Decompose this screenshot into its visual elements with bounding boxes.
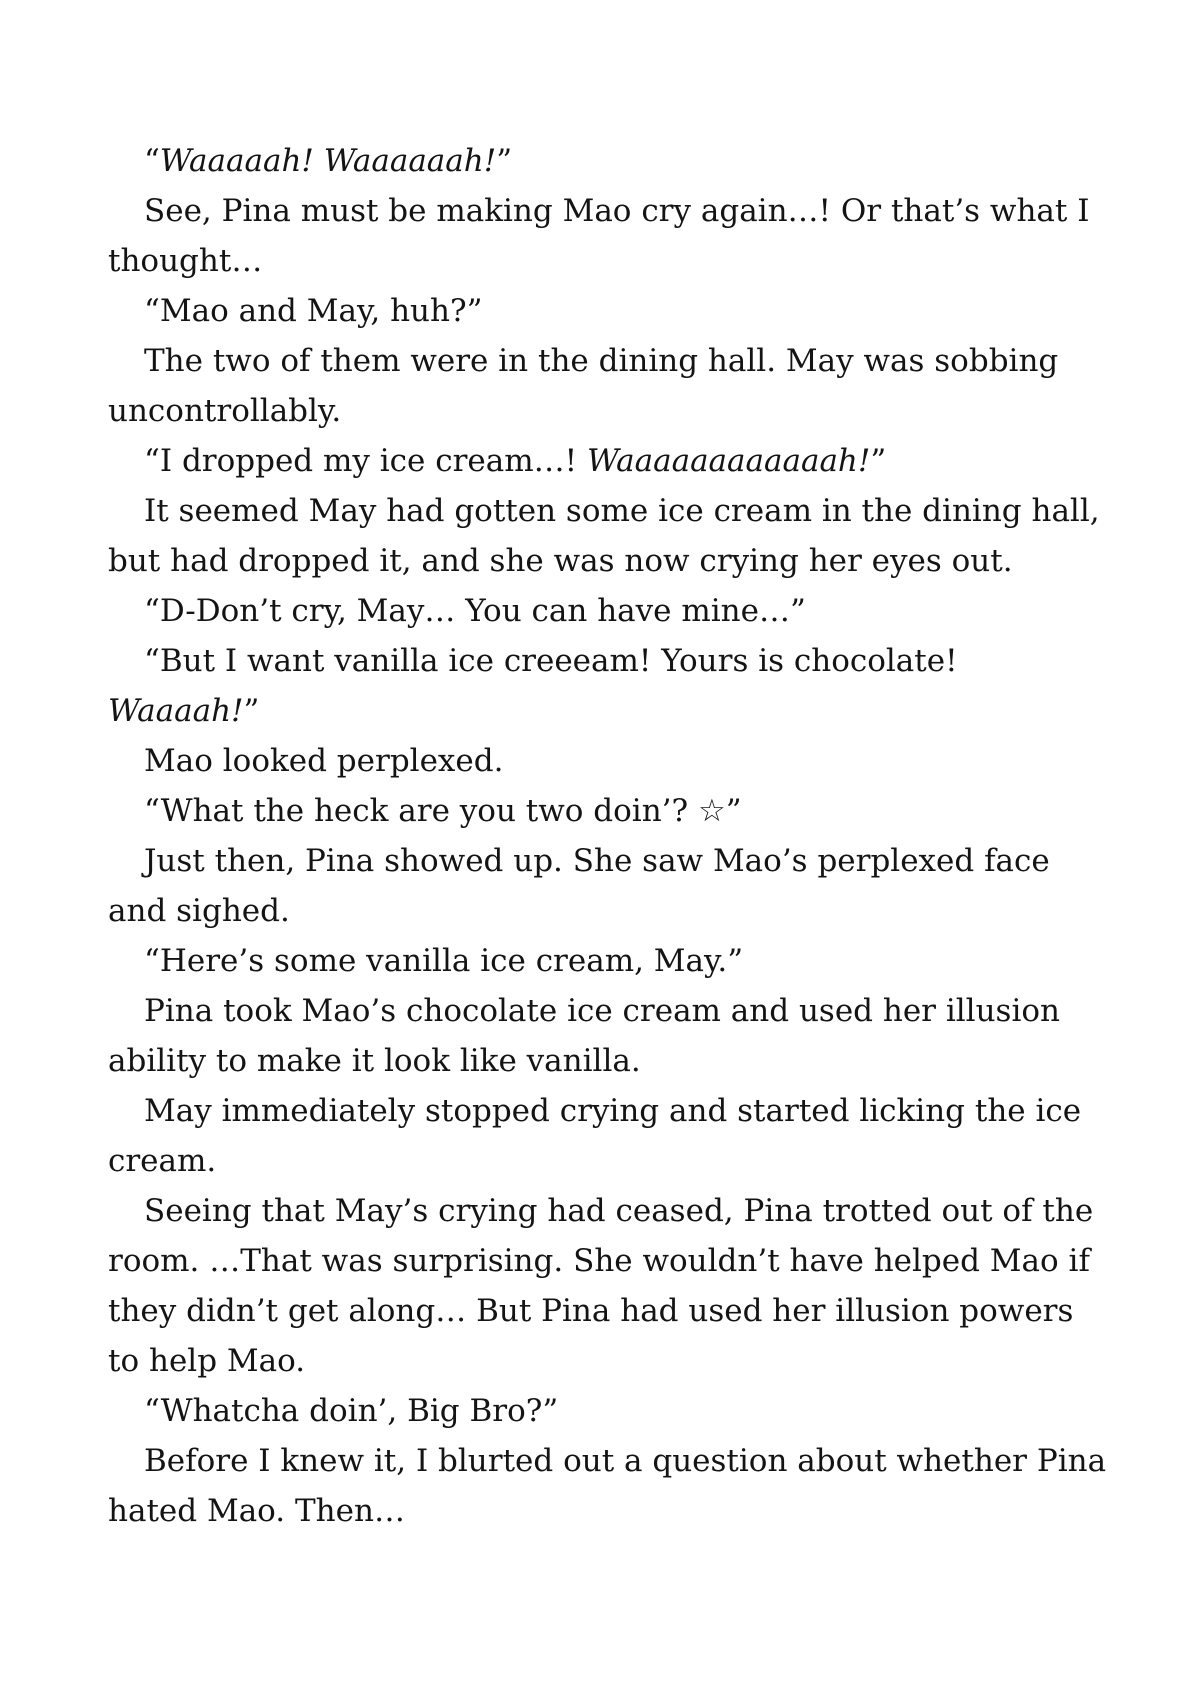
paragraph (108, 1386, 1108, 1436)
text-run: Before I knew it, I blurted out a question about whether Pina hated Mao. Then… (108, 1443, 1107, 1529)
paragraph (108, 136, 1108, 186)
paragraph (108, 286, 1108, 336)
text-run: See, Pina must be making Mao cry again…! Or that’s what I thought… (108, 193, 1090, 279)
text-run: ” (243, 693, 260, 729)
text-run: “Here’s some vanilla ice cream, May.” (144, 943, 744, 979)
text-run: “ (144, 143, 160, 179)
text-run: “What the heck are you two doin’? ☆” (144, 793, 742, 829)
paragraph (108, 836, 1108, 936)
text-run: Just then, Pina showed up. She saw Mao’s perplexed face and sighed. (108, 843, 1050, 929)
text-run: ” (496, 143, 513, 179)
text-run: “I dropped my ice cream…! (144, 443, 587, 479)
text-run: “Whatcha doin’, Big Bro?” (144, 1393, 559, 1429)
paragraph (108, 986, 1108, 1086)
paragraph (108, 736, 1108, 786)
text-run: ” (870, 443, 887, 479)
italic-text: Waaaah! (108, 693, 244, 729)
text-run: It seemed May had gotten some ice cream in the dining hall, but had dropped it, and she was now crying her eyes out. (108, 493, 1100, 579)
paragraph (108, 1436, 1108, 1536)
paragraph (108, 186, 1108, 286)
paragraph (108, 1186, 1108, 1386)
paragraph (108, 936, 1108, 986)
text-run: Seeing that May’s crying had ceased, Pina trotted out of the room. …That was surprising. She wouldn’t have helped Mao if they didn’t get along… But Pina had used her illusion powers to help Mao. (108, 1193, 1094, 1379)
paragraph (108, 1086, 1108, 1186)
text-run: Pina took Mao’s chocolate ice cream and used her illusion ability to make it look like vanilla. (108, 993, 1061, 1079)
page-body (108, 136, 1108, 1536)
paragraph (108, 786, 1108, 836)
paragraph (108, 436, 1108, 486)
text-run: “D-Don’t cry, May… You can have mine…” (144, 593, 806, 629)
paragraph (108, 336, 1108, 436)
italic-text: Waaaaah! Waaaaaah! (159, 143, 497, 179)
text-run: “Mao and May, huh?” (144, 293, 483, 329)
paragraph (108, 636, 1108, 736)
italic-text: Waaaaaaaaaaaah! (586, 443, 871, 479)
text-run: The two of them were in the dining hall. May was sobbing uncontrollably. (108, 343, 1059, 429)
text-run: May immediately stopped crying and started licking the ice cream. (108, 1093, 1082, 1179)
text-run: “But I want vanilla ice creeeam! Yours is chocolate! (144, 643, 958, 679)
paragraph (108, 486, 1108, 586)
paragraph (108, 586, 1108, 636)
text-run: Mao looked perplexed. (144, 743, 504, 779)
